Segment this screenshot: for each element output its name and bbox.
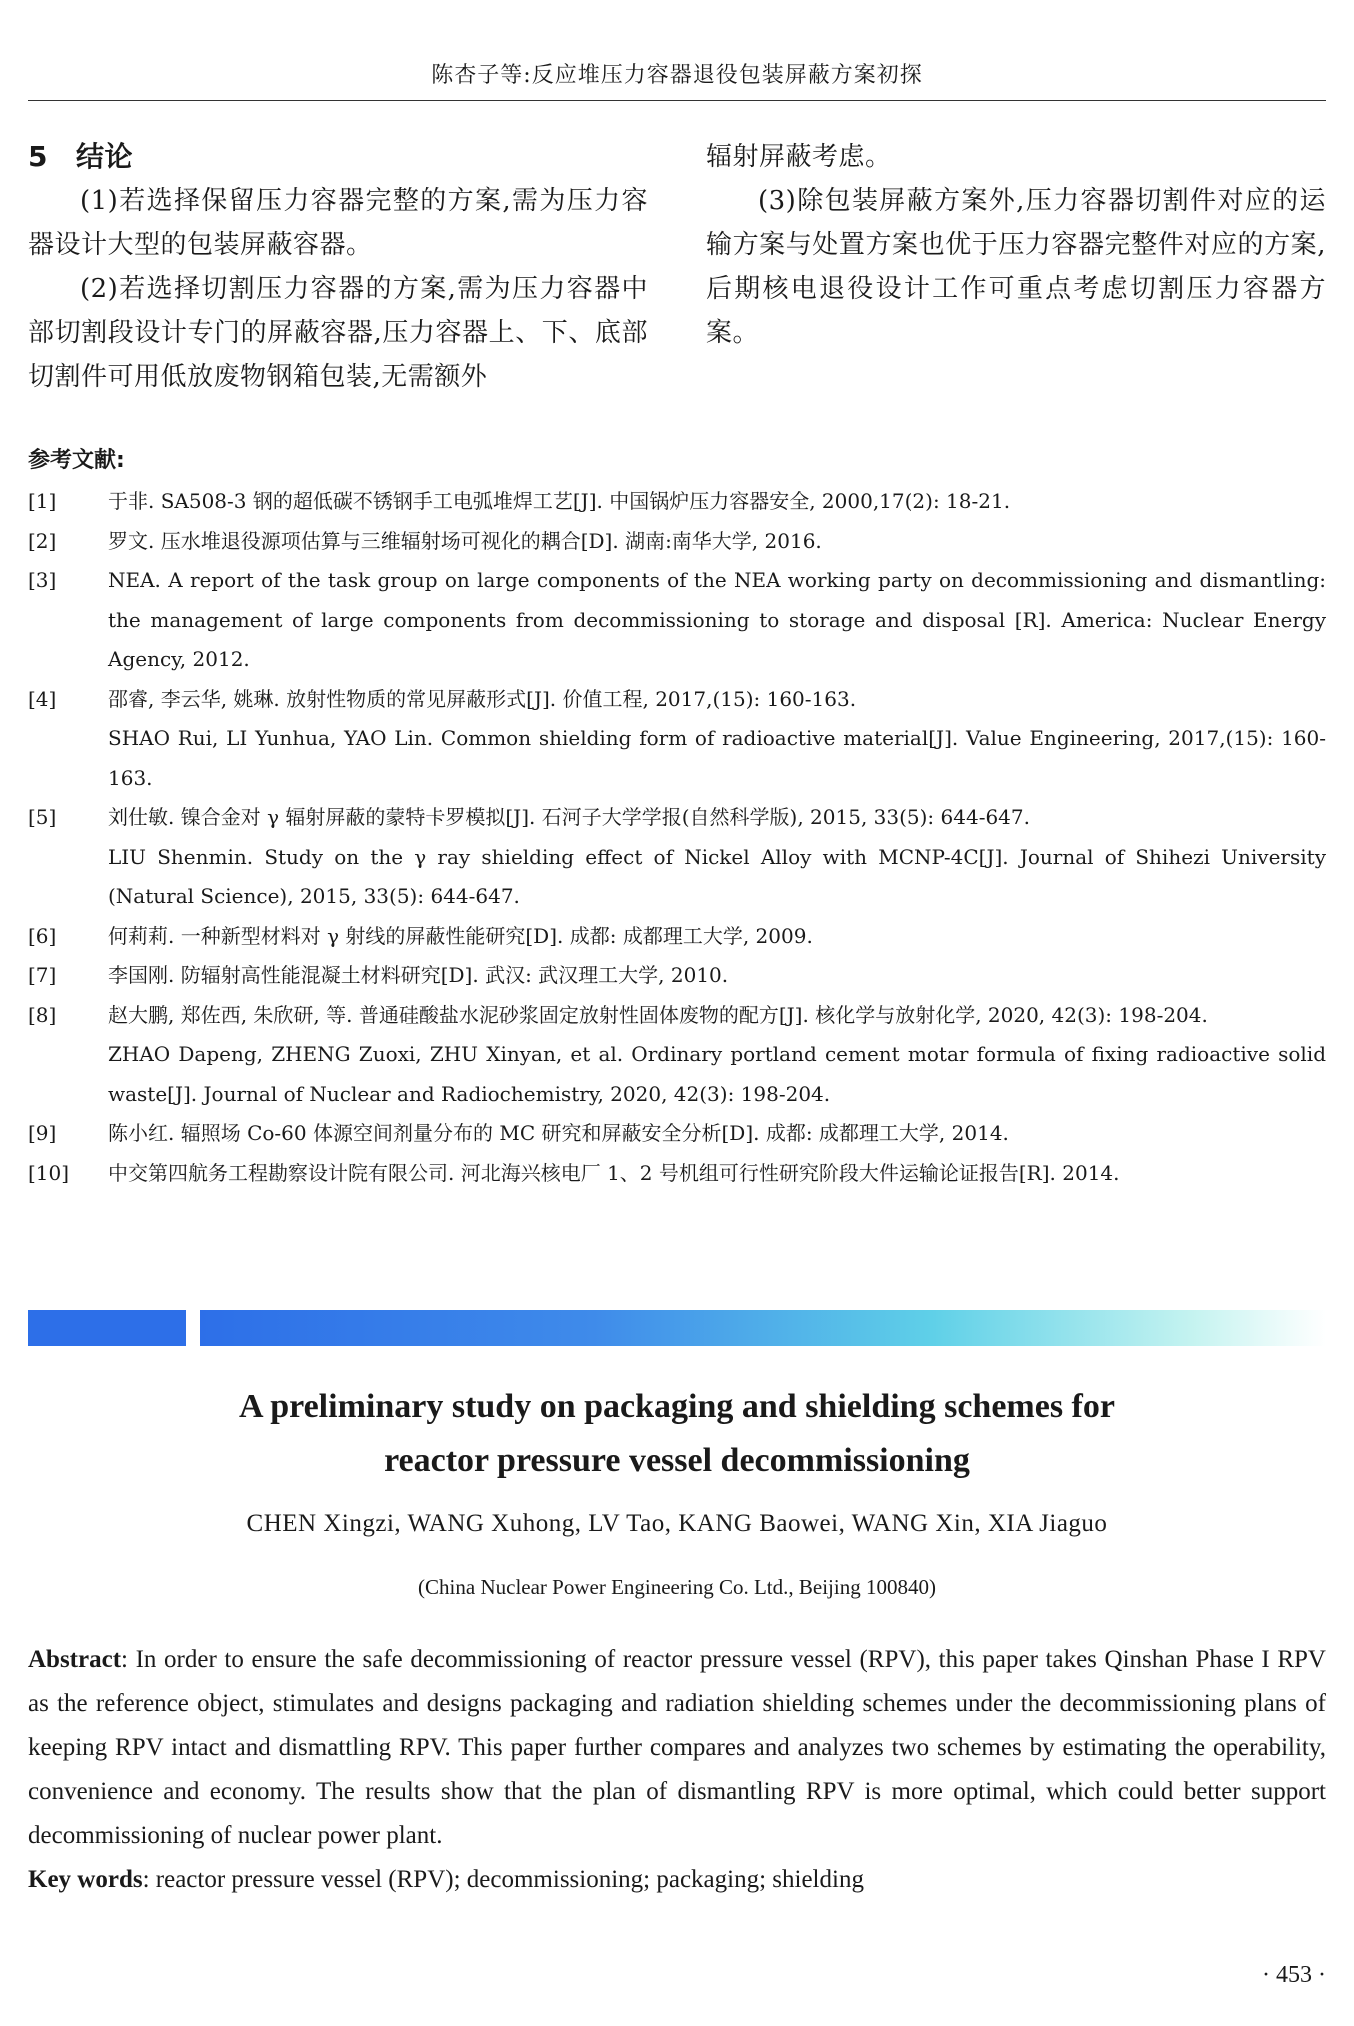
reference-item <box>28 1154 1326 1194</box>
references-title: 参考文献: <box>28 448 125 473</box>
reference-text: 陈小红. 辐照场 Co-60 体源空间剂量分布的 MC 研究和屏蔽安全分析[D]. 成都: 成都理工大学, 2014. <box>108 1121 1009 1145</box>
english-title-line: A preliminary study on packaging and shielding schemes for <box>239 1388 1115 1425</box>
reference-item <box>28 956 1326 996</box>
reference-text: SHAO Rui, LI Yunhua, YAO Lin. Common shielding form of radioactive material[J]. Value Engineering, 2017,(15): 160-163. <box>108 726 1326 790</box>
reference-item <box>28 917 1326 957</box>
reference-item <box>28 482 1326 522</box>
conclusion-left-column <box>28 135 648 399</box>
english-abstract <box>28 1638 1326 1902</box>
english-authors: CHEN Xingzi, WANG Xuhong, LV Tao, KANG Baowei, WANG Xin, XIA Jiaguo <box>246 1510 1108 1537</box>
keywords-paragraph <box>28 1858 1326 1902</box>
reference-item <box>28 798 1326 917</box>
abstract-text: : In order to ensure the safe decommissioning of reactor pressure vessel (RPV), this paper takes Qinshan Phase I RPV as the reference object, stimulates and designs packaging and radiation shielding schemes under the decommissioning plans of keeping RPV intact and dismattling RPV. This paper further compares and analyzes two schemes by estimating the operability, convenience and economy. The results show that the plan of dismantling RPV is more optimal, which could better support decommissioning of nuclear power plant. <box>28 1646 1326 1849</box>
abstract-paragraph <box>28 1638 1326 1858</box>
section-heading <box>28 135 648 179</box>
conclusion-paragraph: (2)若选择切割压力容器的方案,需为压力容器中部切割段设计专门的屏蔽容器,压力容器上、下、底部切割件可用低放废物钢箱包装,无需额外 <box>28 274 648 392</box>
references <box>28 444 1326 1193</box>
english-affiliation: (China Nuclear Power Engineering Co. Ltd., Beijing 100840) <box>418 1575 936 1599</box>
reference-body <box>108 482 1326 522</box>
reference-body <box>108 917 1326 957</box>
reference-body <box>108 522 1326 562</box>
section-title: 结论 <box>75 140 133 173</box>
reference-item <box>28 1114 1326 1154</box>
reference-text: NEA. A report of the task group on large components of the NEA working party on decommissioning and dismantling: the management of large components from decommissioning to storage and disposal [R]. America: Nuclear Energy Agency, 2012. <box>108 568 1326 671</box>
page-number: · 453 · <box>1262 1962 1326 1988</box>
reference-number: [7] <box>28 963 57 987</box>
reference-number: [8] <box>28 1002 57 1027</box>
conclusion-paragraph: (3)除包装屏蔽方案外,压力容器切割件对应的运输方案与处置方案也优于压力容器完整件对应的方案,后期核电退役设计工作可重点考虑切割压力容器方案。 <box>706 186 1326 348</box>
reference-body <box>108 798 1326 917</box>
reference-text: 罗文. 压水堆退役源项估算与三维辐射场可视化的耦合[D]. 湖南:南华大学, 2016. <box>108 528 822 553</box>
reference-body <box>108 1154 1326 1194</box>
reference-body <box>108 680 1326 799</box>
reference-body <box>108 561 1326 680</box>
reference-text: 邵睿, 李云华, 姚琳. 放射性物质的常见屏蔽形式[J]. 价值工程, 2017,(15): 160-163. <box>108 686 857 711</box>
reference-text: 赵大鹏, 郑佐西, 朱欣研, 等. 普通硅酸盐水泥砂浆固定放射性固体废物的配方[J]. 核化学与放射化学, 2020, 42(3): 198-204. <box>108 1002 1208 1027</box>
reference-body <box>108 956 1326 996</box>
reference-body <box>108 1114 1326 1154</box>
keywords-label: Key words <box>28 1866 143 1893</box>
reference-number: [4] <box>28 686 57 711</box>
reference-item <box>28 996 1326 1115</box>
reference-item <box>28 561 1326 680</box>
conclusion-paragraph: (1)若选择保留压力容器完整的方案,需为压力容器设计大型的包装屏蔽容器。 <box>28 186 648 260</box>
reference-item <box>28 680 1326 799</box>
reference-text: 何莉莉. 一种新型材料对 γ 射线的屏蔽性能研究[D]. 成都: 成都理工大学, 2009. <box>108 923 813 948</box>
decorative-band-gradient <box>200 1310 1326 1346</box>
running-head: 陈杏子等:反应堆压力容器退役包装屏蔽方案初探 <box>431 63 923 88</box>
reference-text: ZHAO Dapeng, ZHENG Zuoxi, ZHU Xinyan, et al. Ordinary portland cement motar formula of fixing radioactive solid waste[J]. Journal of Nuclear and Radiochemistry, 2020, 42(3): 198-204. <box>108 1042 1326 1106</box>
reference-number: [2] <box>28 528 57 553</box>
english-title <box>28 1380 1326 1488</box>
conclusion-continuation: 辐射屏蔽考虑。 <box>706 142 892 172</box>
decorative-band-left <box>28 1310 186 1346</box>
reference-number: [6] <box>28 923 57 948</box>
reference-item <box>28 522 1326 562</box>
reference-list <box>28 482 1326 1193</box>
reference-body <box>108 996 1326 1115</box>
reference-number: [9] <box>28 1121 57 1145</box>
header-rule <box>28 100 1326 101</box>
english-title-line: reactor pressure vessel decommissioning <box>384 1442 970 1479</box>
reference-number: [1] <box>28 489 57 513</box>
reference-text: 李国刚. 防辐射高性能混凝土材料研究[D]. 武汉: 武汉理工大学, 2010. <box>108 963 729 987</box>
reference-text: 刘仕敏. 镍合金对 γ 辐射屏蔽的蒙特卡罗模拟[J]. 石河子大学学报(自然科学版), 2015, 33(5): 644-647. <box>108 805 1030 829</box>
keywords-text: : reactor pressure vessel (RPV); decommissioning; packaging; shielding <box>142 1866 864 1893</box>
reference-text: 于非. SA508-3 钢的超低碳不锈钢手工电弧堆焊工艺[J]. 中国锅炉压力容器安全, 2000,17(2): 18-21. <box>108 489 1011 513</box>
reference-text: 中交第四航务工程勘察设计院有限公司. 河北海兴核电厂 1、2 号机组可行性研究阶段大件运输论证报告[R]. 2014. <box>108 1160 1120 1185</box>
reference-number: [5] <box>28 805 57 829</box>
reference-text: LIU Shenmin. Study on the γ ray shielding effect of Nickel Alloy with MCNP-4C[J]. Journal of Shihezi University (Natural Science), 2015, 33(5): 644-647. <box>108 844 1326 908</box>
conclusion-right-column <box>706 135 1326 355</box>
abstract-label: Abstract <box>28 1646 122 1673</box>
reference-number: [10] <box>28 1160 70 1185</box>
reference-number: [3] <box>28 568 57 592</box>
section-number: 5 <box>28 140 48 173</box>
